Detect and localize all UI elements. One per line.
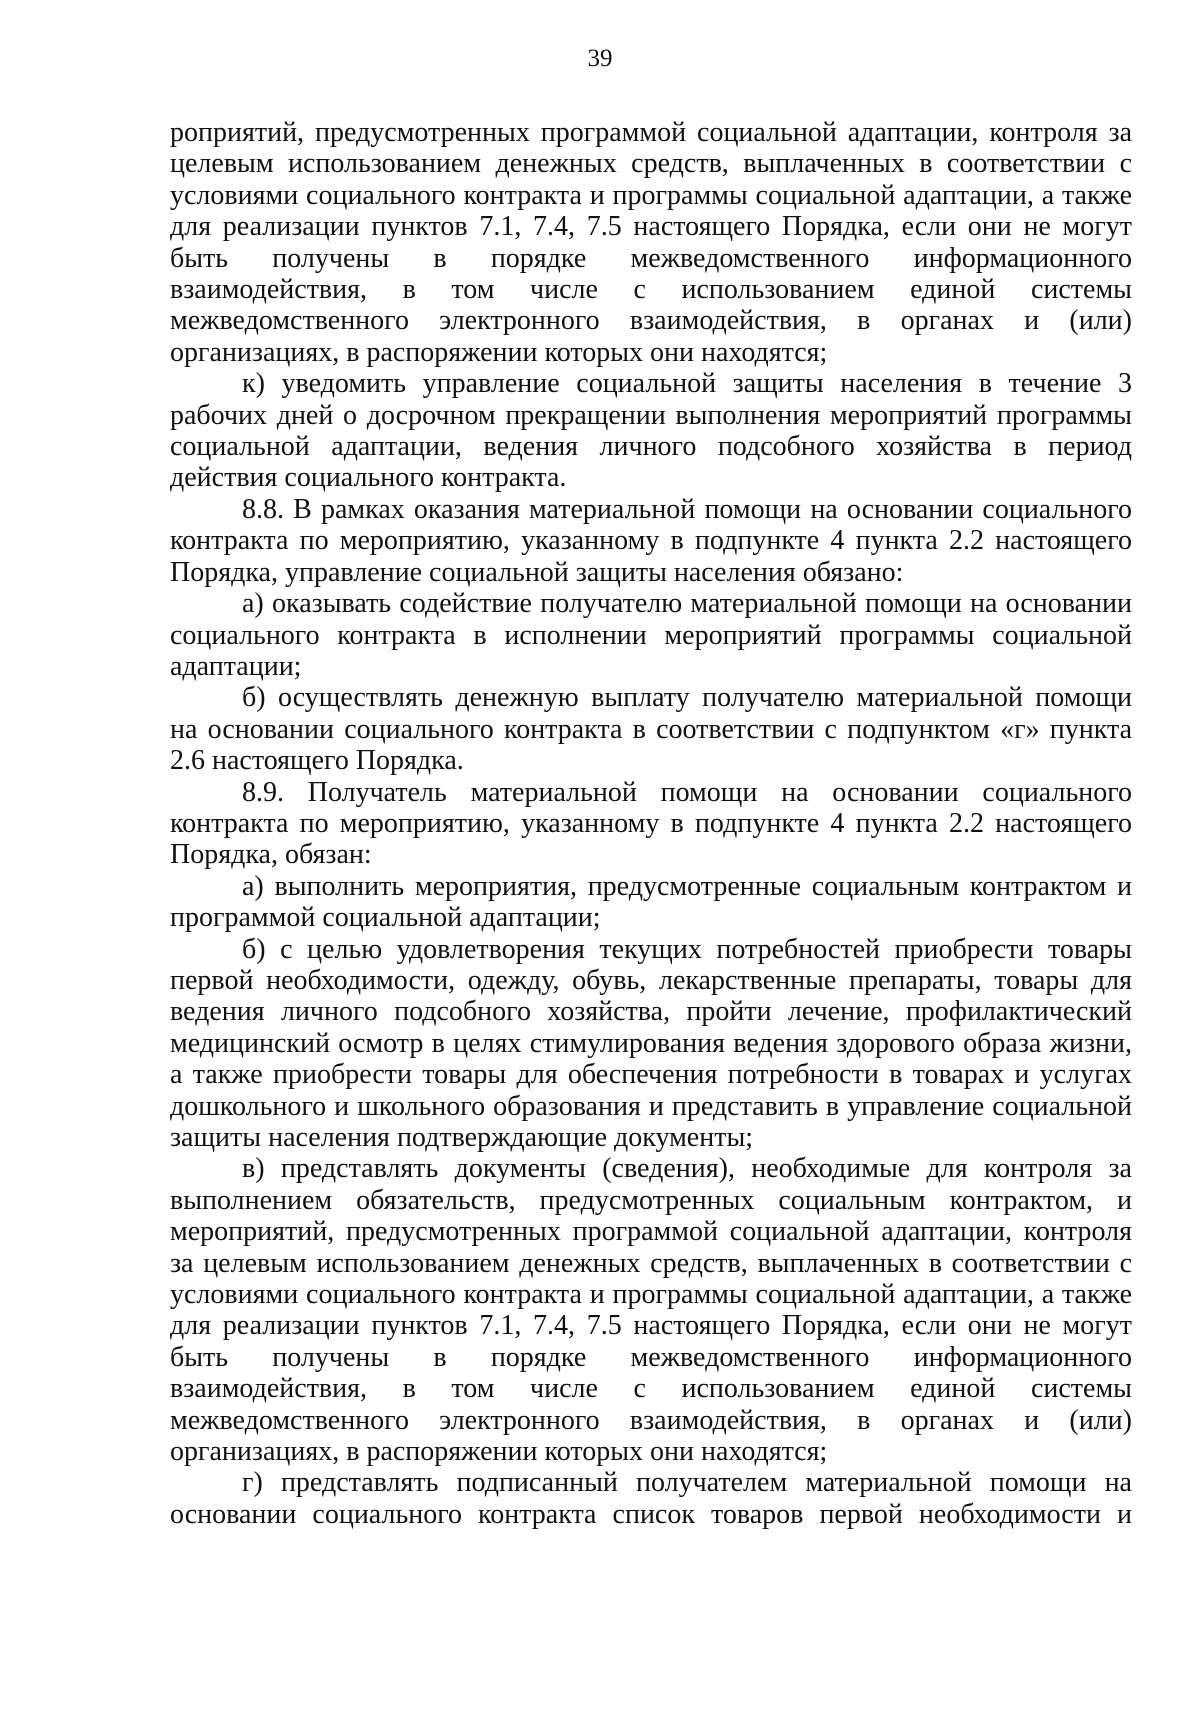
paragraph-clause-8-9: 8.9. Получатель материальной помощи на основании социального контракта по мероприятию, указанному в подпункте 4 пункта 2.2 настоящего Порядка, обязан: xyxy=(170,776,1132,871)
page-number: 39 xyxy=(587,45,613,72)
paragraph-subitem-k: к) уведомить управление социальной защиты населения в течение 3 рабочих дней о досрочном прекращении выполнения мероприятий программы социальной адаптации, ведения личного подсобного хозяйства в период действия социального контракта. xyxy=(170,368,1132,494)
paragraph-8-8-subitem-a: а) оказывать содействие получателю материальной помощи на основании социального контракта в исполнении мероприятий программы социальной адаптации; xyxy=(170,588,1132,682)
document-body xyxy=(170,117,1132,1530)
paragraph-8-9-subitem-a: а) выполнить мероприятия, предусмотренные социальным контрактом и программой социальной адаптации; xyxy=(170,870,1132,934)
paragraph-8-8-subitem-b: б) осуществлять денежную выплату получателю материальной помощи на основании социального контракта в соответствии с подпунктом «г» пункта 2.6 настоящего Порядка. xyxy=(170,682,1132,777)
paragraph-8-9-subitem-g: г) представлять подписанный получателем материальной помощи на основании социального контракта список товаров первой необходимости и xyxy=(170,1467,1132,1530)
paragraph-continuation: роприятий, предусмотренных программой социальной адаптации, контроля за целевым использованием денежных средств, выплаченных в соответствии с условиями социального контракта и программы социальной адаптации, а также для реализации пунктов 7.1, 7.4, 7.5 настоящего Порядка, если они не могут быть получены в порядке межведомственного информационного взаимодействия, в том числе с использованием единой системы межведомственного электронного взаимодействия, в органах и (или) организациях, в распоряжении которых они находятся; xyxy=(170,117,1132,368)
paragraph-clause-8-8: 8.8. В рамках оказания материальной помощи на основании социального контракта по мероприятию, указанному в подпункте 4 пункта 2.2 настоящего Порядка, управление социальной защиты населения обязано: xyxy=(170,493,1132,588)
paragraph-8-9-subitem-b: б) с целью удовлетворения текущих потребностей приобрести товары первой необходимости, одежду, обувь, лекарственные препараты, товары для ведения личного подсобного хозяйства, пройти лечение, профилактический медицинский осмотр в целях стимулирования ведения здорового образа жизни, а также приобрести товары для обеспечения потребности в товарах и услугах дошкольного и школьного образования и представить в управление социальной защиты населения подтверждающие документы; xyxy=(170,933,1132,1153)
paragraph-8-9-subitem-v: в) представлять документы (сведения), необходимые для контроля за выполнением обязательств, предусмотренных социальным контрактом, и мероприятий, предусмотренных программой социальной адаптации, контроля за целевым использованием денежных средств, выплаченных в соответствии с условиями социального контракта и программы социальной адаптации, а также для реализации пунктов 7.1, 7.4, 7.5 настоящего Порядка, если они не могут быть получены в порядке межведомственного информационного взаимодействия, в том числе с использованием единой системы межведомственного электронного взаимодействия, в органах и (или) организациях, в распоряжении которых они находятся; xyxy=(170,1153,1132,1468)
